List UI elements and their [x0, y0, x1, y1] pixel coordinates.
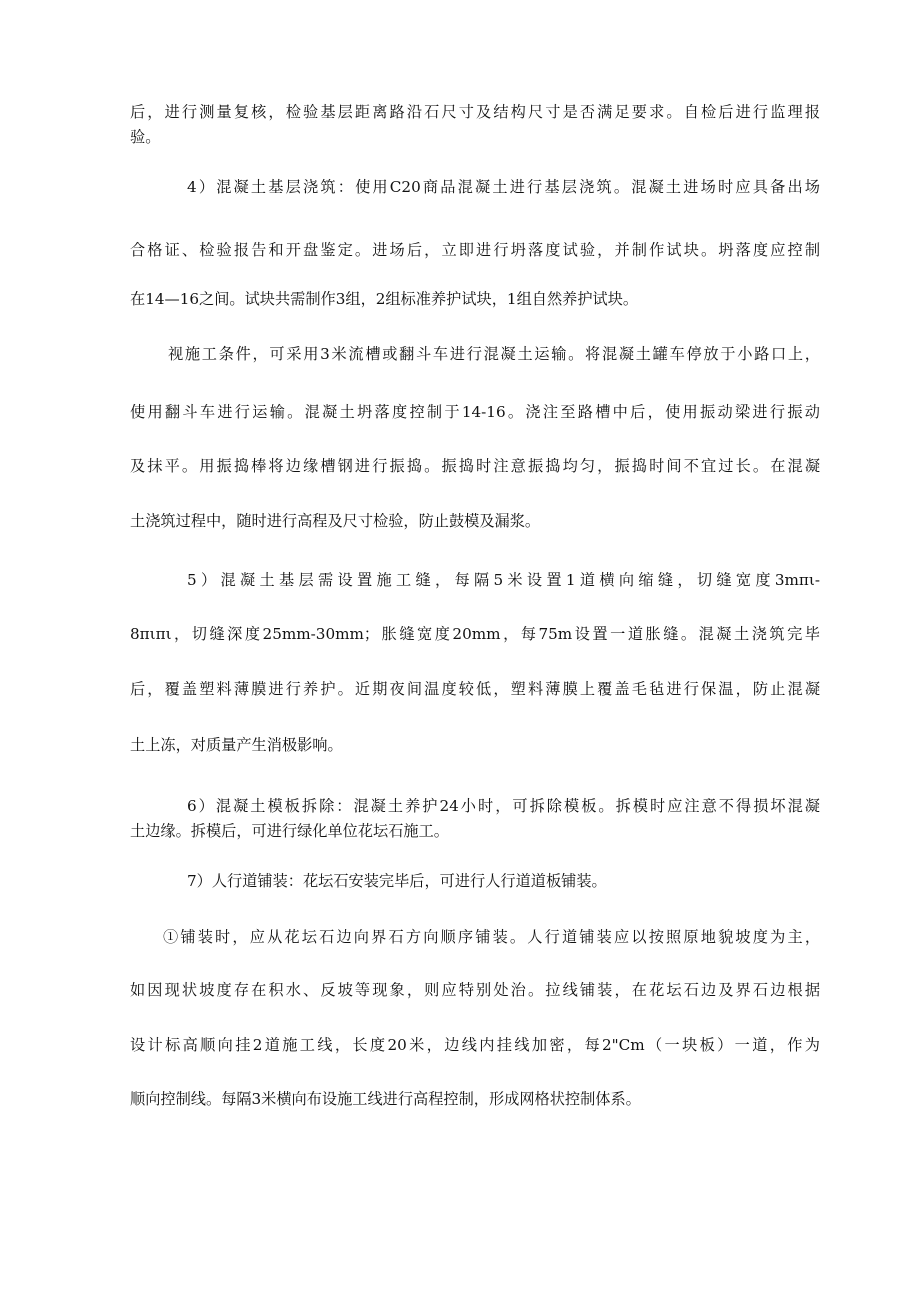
paragraph-line: 土浇筑过程中，随时进行高程及尺寸检验，防止鼓模及漏浆。 — [130, 512, 541, 530]
paragraph-line: 后，进行测量复核，检验基层距离路沿石尺寸及结构尺寸是否满足要求。自检后进行监理报 — [130, 103, 820, 121]
paragraph-line: 5）混凝土基层需设置施工缝，每隔5米设置1道横向缩缝，切缝宽度3mπι- — [187, 571, 820, 589]
paragraph-line: 顺向控制线。每隔3米横向布设施工线进行高程控制，形成网格状控制体系。 — [130, 1090, 641, 1108]
paragraph-line: 设计标高顺向挂2道施工线，长度20米，边线内挂线加密，每2"Cm（一块板）一道，作为 — [130, 1036, 820, 1054]
paragraph-line: 土边缘。拆模后，可进行绿化单位花坛石施工。 — [130, 822, 449, 840]
paragraph-line: 8πιπι，切缝深度25mm-30mm；胀缝宽度20mm，每75m设置一道胀缝。混凝土浇筑完毕 — [130, 625, 820, 643]
paragraph-line: 验。 — [130, 128, 161, 146]
paragraph-line: 及抹平。用振捣棒将边缘槽钢进行振捣。振捣时注意振捣均匀，振捣时间不宜过长。在混凝 — [130, 457, 820, 475]
paragraph-line: 使用翻斗车进行运输。混凝土坍落度控制于14-16。浇注至路槽中后，使用振动梁进行振动 — [130, 403, 820, 421]
paragraph-line: 6）混凝土模板拆除：混凝土养护24小时，可拆除模板。拆模时应注意不得损坏混凝 — [187, 797, 820, 815]
paragraph-line: 土上冻，对质量产生消极影响。 — [130, 736, 343, 754]
paragraph-line: 7）人行道铺装：花坛石安装完毕后，可进行人行道道板铺装。 — [187, 872, 607, 890]
paragraph-line: ①铺装时，应从花坛石边向界石方向顺序铺装。人行道铺装应以按照原地貌坡度为主， — [163, 928, 820, 946]
paragraph-line: 视施工条件，可采用3米流槽或翻斗车进行混凝土运输。将混凝土罐车停放于小路口上， — [168, 345, 820, 363]
paragraph-line: 合格证、检验报告和开盘鉴定。进场后，立即进行坍落度试验，并制作试块。坍落度应控制 — [130, 241, 820, 259]
paragraph-line: 在14—16之间。试块共需制作3组，2组标准养护试块，1组自然养护试块。 — [130, 290, 639, 308]
paragraph-line: 4）混凝土基层浇筑：使用C20商品混凝土进行基层浇筑。混凝土进场时应具备出场 — [187, 178, 820, 196]
paragraph-line: 后，覆盖塑料薄膜进行养护。近期夜间温度较低，塑料薄膜上覆盖毛毡进行保温，防止混凝 — [130, 680, 820, 698]
paragraph-line: 如因现状坡度存在积水、反坡等现象，则应特别处治。拉线铺装，在花坛石边及界石边根据 — [130, 981, 820, 999]
